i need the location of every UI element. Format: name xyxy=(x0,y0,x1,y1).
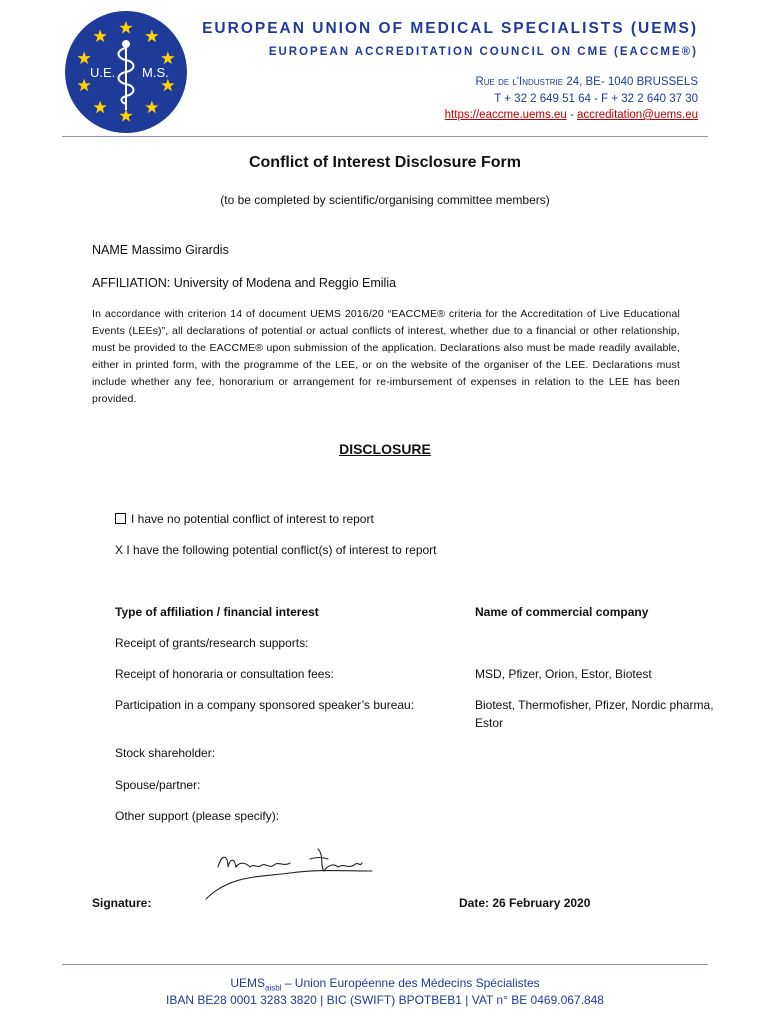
website-link[interactable]: https://eaccme.uems.eu xyxy=(444,109,567,121)
row-company-honoraria: MSD, Pfizer, Orion, Estor, Biotest xyxy=(475,667,652,681)
col-header-company: Name of commercial company xyxy=(475,605,649,619)
address-rest: 24, BE- 1040 BRUSSELS xyxy=(566,76,698,88)
form-title: Conflict of Interest Disclosure Form xyxy=(248,154,522,171)
footer-line-1 xyxy=(0,976,770,992)
phone-fax-line: T + 32 2 649 51 64 - F + 32 2 640 37 30 xyxy=(494,92,698,105)
address-street: Rue de l'Industrie xyxy=(475,76,564,88)
row-type-speakers-bureau: Participation in a company sponsored speaker’s bureau: xyxy=(115,698,415,712)
row-company-speakers-bureau-cont: Estor xyxy=(475,716,504,730)
footer-bank-details: IBAN BE28 0001 3283 3820 | BIC (SWIFT) BPOTBEB1 | VAT n° BE 0469.067.848 xyxy=(166,993,604,1007)
links-line xyxy=(445,107,698,124)
logo-text-right: M.S. xyxy=(142,65,169,80)
footer-union-name: – Union Européenne des Médecins Spécialistes xyxy=(281,976,540,990)
option-no-conflict[interactable] xyxy=(115,512,374,526)
form-subtitle: (to be completed by scientific/organising committee members) xyxy=(220,193,550,207)
disclosure-heading: DISCLOSURE xyxy=(339,441,431,457)
email-link[interactable]: accreditation@uems.eu xyxy=(577,109,698,121)
option-has-conflict[interactable]: X I have the following potential conflict(s) of interest to report xyxy=(115,543,437,557)
org-name: EUROPEAN UNION OF MEDICAL SPECIALISTS (UEMS) xyxy=(202,20,698,37)
uems-logo xyxy=(64,10,188,134)
option-no-conflict-label: I have no potential conflict of interest to report xyxy=(131,512,374,526)
link-separator: - xyxy=(569,109,574,121)
council-name: EUROPEAN ACCREDITATION COUNCIL ON CME (EACCME®) xyxy=(268,46,698,58)
row-company-speakers-bureau: Biotest, Thermofisher, Pfizer, Nordic pharma, xyxy=(475,698,714,712)
checkbox-icon[interactable] xyxy=(115,513,126,524)
logo-text-left: U.E. xyxy=(90,65,116,80)
row-type-spouse: Spouse/partner: xyxy=(115,778,201,792)
header-divider xyxy=(62,136,708,137)
row-type-grants: Receipt of grants/research supports: xyxy=(115,636,309,650)
name-line: NAME Massimo Girardis xyxy=(92,243,229,257)
row-type-honoraria: Receipt of honoraria or consultation fees: xyxy=(115,667,334,681)
footer-uems: UEMS xyxy=(230,976,266,990)
date-label: Date: 26 February 2020 xyxy=(459,896,591,910)
row-type-other: Other support (please specify): xyxy=(115,809,280,823)
signature-label: Signature: xyxy=(92,896,152,910)
footer-divider xyxy=(62,964,708,965)
criterion-paragraph: In accordance with criterion 14 of document UEMS 2016/20 “EACCME® criteria for the Accreditation of Live Educational Events (LEEs)”, all declarations of potential or actual conflicts of interest, whether due to a financial or other relationship, must be provided to the EACCME® upon submission of the application. Declarations also must be made readily available, either in printed form, with the programme of the LEE, or on the website of the organiser of the LEE. Declarations must include whether any fee, honorarium or arrangement for re-imbursement of expenses in relation to the LEE has been provided. xyxy=(92,308,680,405)
affiliation-line: AFFILIATION: University of Modena and Reggio Emilia xyxy=(92,276,397,290)
handwritten-signature xyxy=(200,845,380,905)
address-line xyxy=(445,74,698,91)
row-type-stock: Stock shareholder: xyxy=(115,746,216,760)
contact-block xyxy=(445,74,698,124)
footer-aisbl: aisbl xyxy=(265,983,282,993)
col-header-type: Type of affiliation / financial interest xyxy=(115,605,319,619)
